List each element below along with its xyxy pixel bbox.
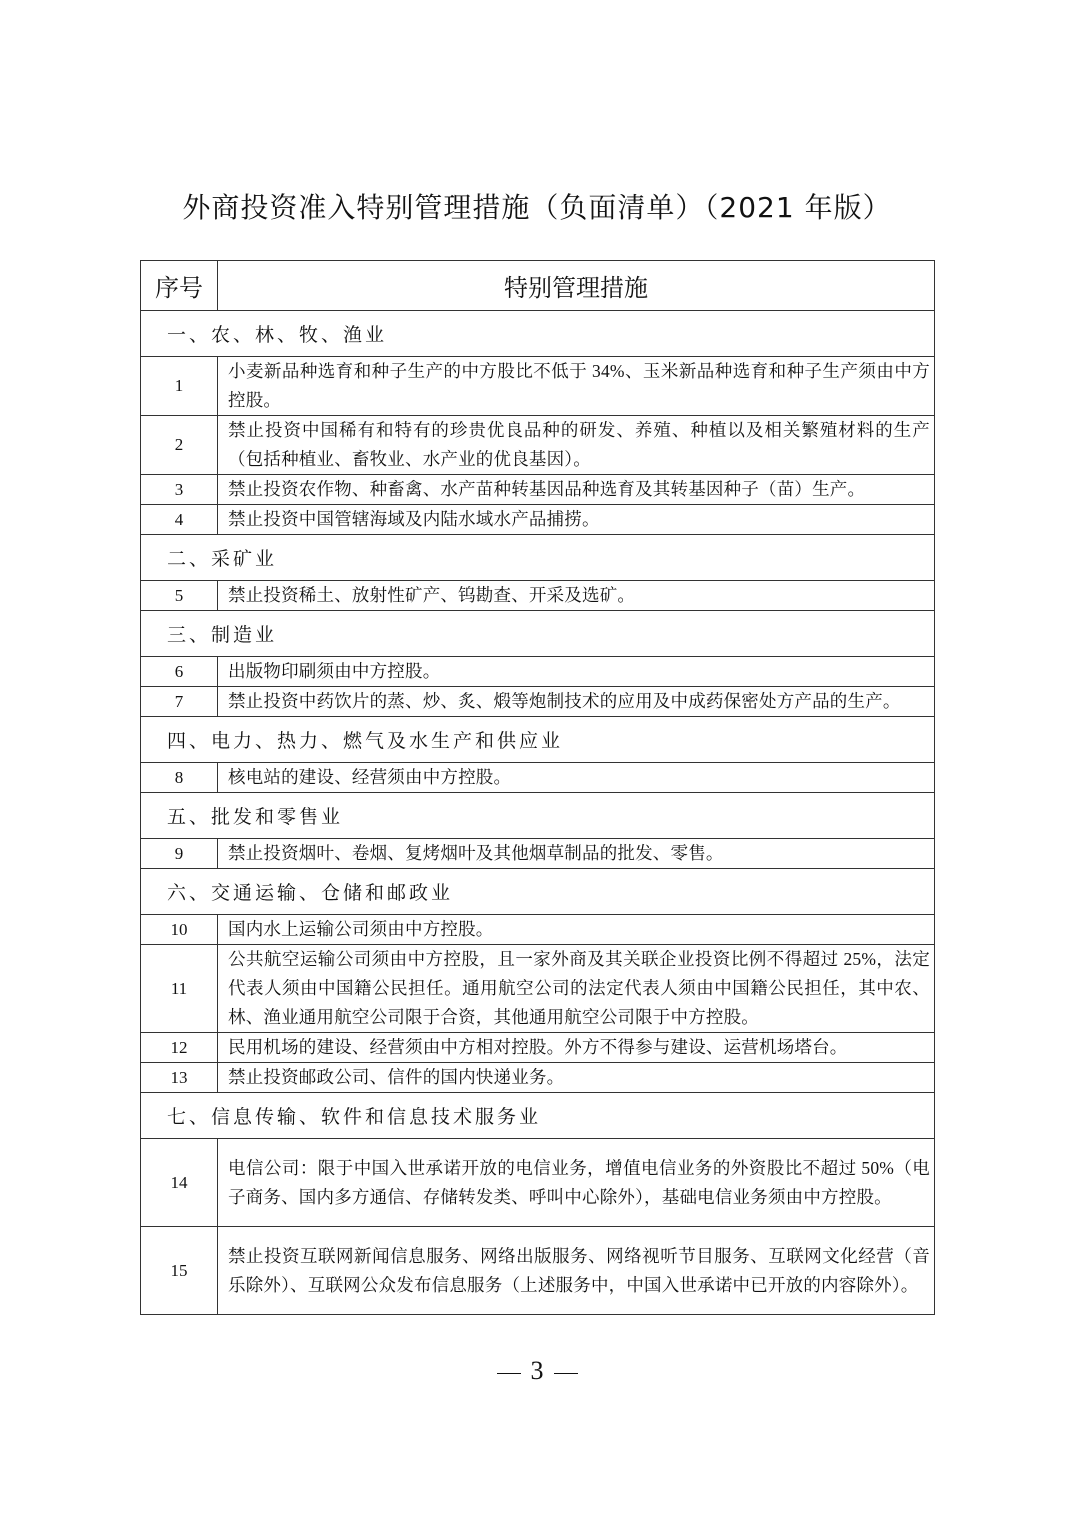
row-measure: 禁止投资邮政公司、信件的国内快递业务。: [218, 1063, 935, 1093]
row-measure: 国内水上运输公司须由中方控股。: [218, 915, 935, 945]
row-measure: 禁止投资中国管辖海域及内陆水域水产品捕捞。: [218, 505, 935, 535]
document-title: 外商投资准入特别管理措施（负面清单）（2021 年版）: [182, 191, 892, 224]
header-measures: 特别管理措施: [218, 261, 935, 311]
table-row: [141, 839, 935, 869]
header-serial-number: 序号: [141, 261, 218, 311]
section-heading: 五、批发和零售业: [141, 793, 935, 839]
row-number: 8: [141, 763, 218, 793]
section-heading: 三、制造业: [141, 611, 935, 657]
section-heading: 七、信息传输、软件和信息技术服务业: [141, 1093, 935, 1139]
row-measure: 公共航空运输公司须由中方控股，且一家外商及其关联企业投资比例不得超过 25%，法定代表人须由中国籍公民担任。通用航空公司的法定代表人须由中国籍公民担任，其中农、林、渔业通用航空公司限于合资，其他通用航空公司限于中方控股。: [218, 945, 935, 1033]
row-measure: 民用机场的建设、经营须由中方相对控股。外方不得参与建设、运营机场塔台。: [218, 1033, 935, 1063]
row-number: 15: [141, 1227, 218, 1315]
section-row: [141, 869, 935, 915]
table-row: [141, 1033, 935, 1063]
section-row: [141, 311, 935, 357]
table-header-row: [141, 261, 935, 311]
page-number: 3: [530, 1356, 544, 1385]
row-number: 1: [141, 357, 218, 416]
row-measure: 小麦新品种选育和种子生产的中方股比不低于 34%、玉米新品种选育和种子生产须由中方控股。: [218, 357, 935, 416]
row-number: 4: [141, 505, 218, 535]
row-number: 9: [141, 839, 218, 869]
section-heading: 六、交通运输、仓储和邮政业: [141, 869, 935, 915]
row-measure: 禁止投资互联网新闻信息服务、网络出版服务、网络视听节目服务、互联网文化经营（音乐除外）、互联网公众发布信息服务（上述服务中，中国入世承诺中已开放的内容除外）。: [218, 1227, 935, 1315]
table-row: [141, 581, 935, 611]
row-measure: 出版物印刷须由中方控股。: [218, 657, 935, 687]
row-number: 12: [141, 1033, 218, 1063]
row-number: 6: [141, 657, 218, 687]
table-row: [141, 1227, 935, 1315]
row-number: 11: [141, 945, 218, 1033]
row-measure: 禁止投资中药饮片的蒸、炒、炙、煅等炮制技术的应用及中成药保密处方产品的生产。: [218, 687, 935, 717]
table-row: [141, 763, 935, 793]
row-number: 10: [141, 915, 218, 945]
row-number: 7: [141, 687, 218, 717]
row-measure: 电信公司：限于中国入世承诺开放的电信业务，增值电信业务的外资股比不超过 50%（电子商务、国内多方通信、存储转发类、呼叫中心除外），基础电信业务须由中方控股。: [218, 1139, 935, 1227]
row-measure: 禁止投资烟叶、卷烟、复烤烟叶及其他烟草制品的批发、零售。: [218, 839, 935, 869]
section-heading: 二、采矿业: [141, 535, 935, 581]
negative-list-table: [140, 260, 935, 1315]
row-number: 3: [141, 475, 218, 505]
row-number: 2: [141, 416, 218, 475]
table-row: [141, 357, 935, 416]
row-measure: 禁止投资中国稀有和特有的珍贵优良品种的研发、养殖、种植以及相关繁殖材料的生产（包括种植业、畜牧业、水产业的优良基因）。: [218, 416, 935, 475]
table-row: [141, 505, 935, 535]
section-row: [141, 1093, 935, 1139]
table-row: [141, 1063, 935, 1093]
table-row: [141, 416, 935, 475]
section-row: [141, 793, 935, 839]
section-heading: 四、电力、热力、燃气及水生产和供应业: [141, 717, 935, 763]
row-measure: 核电站的建设、经营须由中方控股。: [218, 763, 935, 793]
section-heading: 一、农、林、牧、渔业: [141, 311, 935, 357]
dash-right: [554, 1373, 578, 1374]
table-row: [141, 945, 935, 1033]
page-number-footer: [0, 1356, 1074, 1386]
table-row: [141, 1139, 935, 1227]
table-row: [141, 915, 935, 945]
table-row: [141, 687, 935, 717]
row-measure: 禁止投资农作物、种畜禽、水产苗种转基因品种选育及其转基因种子（苗）生产。: [218, 475, 935, 505]
row-number: 13: [141, 1063, 218, 1093]
row-number: 14: [141, 1139, 218, 1227]
table-row: [141, 657, 935, 687]
section-row: [141, 717, 935, 763]
row-number: 5: [141, 581, 218, 611]
section-row: [141, 611, 935, 657]
dash-left: [497, 1373, 521, 1374]
row-measure: 禁止投资稀土、放射性矿产、钨勘查、开采及选矿。: [218, 581, 935, 611]
table-row: [141, 475, 935, 505]
section-row: [141, 535, 935, 581]
